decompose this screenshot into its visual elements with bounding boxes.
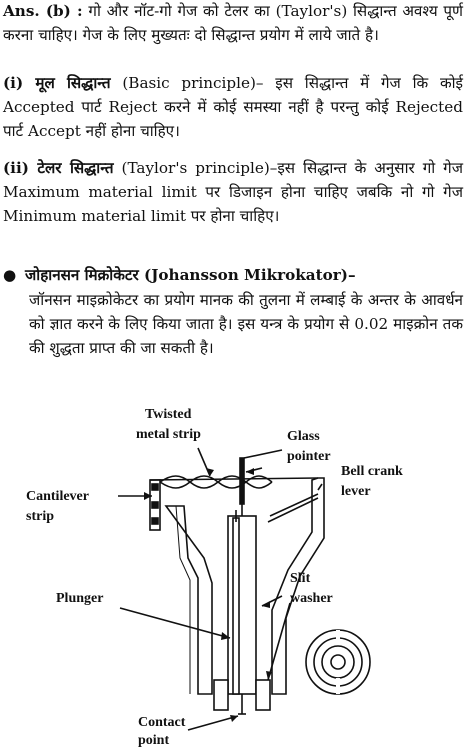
answer-text: गो और नॉट-गो गेज को टेलर का (Taylor's) सिद्धान्त अवश्य पूर्ण करना चाहिए। गेज के लिए मुख्यतः दो सिद्धान्त प्रयोग में लाये जाते है।	[3, 2, 463, 44]
cantilever-label-1: Cantilever	[26, 489, 89, 504]
mikrokator-label: जोहानसन मिक्रोकेटर (Johansson Mikrokator)–	[25, 266, 356, 284]
basic-principle-text: (Basic principle)– इस सिद्धान्त में गेज कि कोई Accepted पार्ट Reject करने में कोई समस्या नहीं है परन्तु कोई Rejected पार्ट Accept नहीं होना चाहिए।	[3, 74, 464, 140]
mikrokator-text: जॉनसन माइक्रोकेटर का प्रयोग मानक की तुलना में लम्बाई के अन्तर के आवर्धन को ज्ञात करने के लिए किया जाता है। इस यन्त्र के प्रयोग से 0.02 माइक्रोन तक की शुद्धता प्राप्त की जा सकती है।	[29, 291, 463, 357]
slit-washer	[306, 630, 370, 694]
bell-label-1: Bell crank	[341, 464, 403, 479]
plunger	[228, 516, 256, 694]
bell-crank-lever	[270, 494, 318, 516]
basic-principle-paragraph	[3, 71, 463, 143]
answer-paragraph	[3, 0, 463, 47]
bell-label-2: lever	[341, 484, 371, 499]
mikrokator-diagram	[0, 398, 468, 749]
frame-top-line	[150, 478, 318, 480]
mikrokator-heading	[3, 263, 463, 287]
bullet-icon: ●	[3, 266, 17, 284]
contact-label-1: Contact	[138, 715, 186, 730]
slit-label-2: washer	[290, 591, 333, 606]
twisted-metal-strip	[160, 476, 272, 488]
twisted-label-2: metal strip	[136, 427, 201, 442]
cantilever-label-2: strip	[26, 509, 54, 524]
answer-label: Ans. (b) :	[3, 2, 83, 20]
taylor-principle-paragraph	[3, 156, 463, 228]
taylor-principle-text: (Taylor's principle)–इस सिद्धान्त के अनुसार गो गेज Maximum material limit पर डिजाइन होना चाहिए जबकि नो गो गेज Minimum material limit पर होना चाहिए।	[3, 159, 463, 225]
glass-label-2: pointer	[287, 449, 331, 464]
slit-label-1: Slit	[290, 571, 311, 586]
taylor-principle-label: (ii) टेलर सिद्धान्त	[3, 159, 114, 177]
glass-label-1: Glass	[287, 429, 320, 444]
contact-label-2: point	[138, 733, 170, 748]
basic-principle-label: (i) मूल सिद्धान्त	[3, 74, 111, 92]
right-frame	[272, 478, 324, 694]
plunger-label: Plunger	[56, 591, 104, 606]
twisted-label-1: Twisted	[145, 407, 192, 422]
